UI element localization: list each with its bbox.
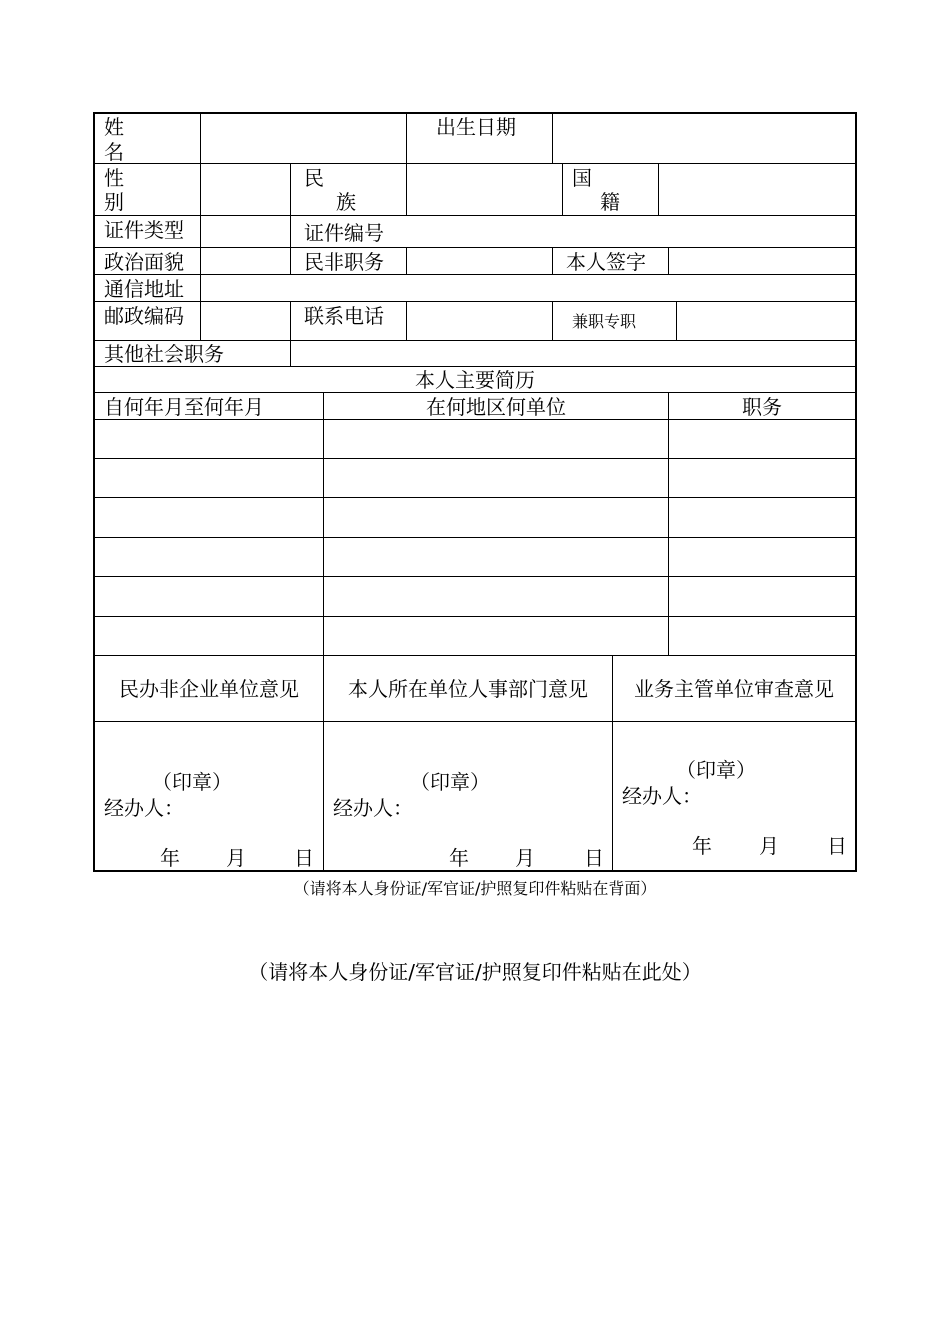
col-line bbox=[406, 113, 407, 215]
col-line bbox=[290, 301, 291, 366]
seal-label: （印章） bbox=[152, 770, 232, 794]
back-paste-note: （请将本人身份证/军官证/护照复印件粘贴在背面） bbox=[293, 879, 657, 898]
seal-label: （印章） bbox=[410, 770, 490, 794]
label-gender-2: 别 bbox=[104, 190, 124, 214]
row-line bbox=[94, 576, 856, 577]
col-line bbox=[676, 301, 677, 340]
col-line bbox=[552, 247, 553, 274]
label-nationality-1: 国 bbox=[572, 166, 592, 190]
row-line bbox=[94, 497, 856, 498]
handler-label: 经办人： bbox=[622, 784, 702, 808]
row-line bbox=[94, 458, 856, 459]
col-line bbox=[552, 113, 553, 163]
row-line bbox=[94, 163, 856, 164]
handler-label: 经办人： bbox=[104, 796, 184, 820]
label-other-social-position: 其他社会职务 bbox=[104, 342, 224, 366]
year-label: 年 bbox=[160, 846, 180, 870]
label-id-number: 证件编号 bbox=[304, 221, 384, 245]
col-line bbox=[406, 301, 407, 340]
col-line bbox=[323, 655, 324, 871]
label-birth-date: 出生日期 bbox=[436, 115, 516, 139]
col-line bbox=[612, 655, 613, 871]
row-line bbox=[94, 655, 856, 656]
label-minfei-position: 民非职务 bbox=[304, 250, 384, 274]
label-phone: 联系电话 bbox=[304, 304, 384, 328]
label-postal-code: 邮政编码 bbox=[104, 304, 184, 328]
label-name-1: 姓 bbox=[104, 115, 124, 139]
row-line bbox=[94, 419, 856, 420]
row-line bbox=[94, 274, 856, 275]
label-id-type: 证件类型 bbox=[104, 218, 184, 242]
seal-label: （印章） bbox=[676, 758, 756, 782]
col-line bbox=[562, 163, 563, 215]
opinion-header-supervisor: 业务主管单位审查意见 bbox=[634, 677, 834, 701]
month-label: 月 bbox=[226, 846, 246, 870]
year-label: 年 bbox=[692, 834, 712, 858]
label-parttime-fulltime: 兼职专职 bbox=[572, 312, 637, 331]
col-line bbox=[200, 113, 201, 163]
row-line bbox=[94, 537, 856, 538]
row-line bbox=[94, 721, 856, 722]
day-label: 日 bbox=[294, 846, 314, 870]
row-line bbox=[94, 215, 856, 216]
col-line bbox=[658, 163, 659, 215]
row-line bbox=[94, 366, 856, 367]
label-gender-1: 性 bbox=[104, 166, 124, 190]
day-label: 日 bbox=[584, 846, 604, 870]
row-line bbox=[94, 392, 856, 393]
label-political-status: 政治面貌 bbox=[104, 250, 184, 274]
col-line bbox=[552, 301, 553, 340]
label-name-2: 名 bbox=[104, 140, 124, 164]
col-line bbox=[323, 392, 324, 655]
handler-label: 经办人： bbox=[333, 796, 413, 820]
day-label: 日 bbox=[827, 834, 847, 858]
col-line bbox=[406, 247, 407, 274]
label-nationality-2: 籍 bbox=[600, 190, 620, 214]
row-line bbox=[94, 616, 856, 617]
paste-here-note: （请将本人身份证/军官证/护照复印件粘贴在此处） bbox=[248, 960, 702, 984]
label-address: 通信地址 bbox=[104, 277, 184, 301]
label-signature: 本人签字 bbox=[566, 250, 646, 274]
row-line bbox=[94, 301, 856, 302]
col-header-unit: 在何地区何单位 bbox=[426, 395, 566, 419]
year-label: 年 bbox=[449, 846, 469, 870]
col-header-period: 自何年月至何年月 bbox=[104, 395, 264, 419]
col-line bbox=[668, 247, 669, 274]
col-header-position: 职务 bbox=[742, 395, 782, 419]
col-line bbox=[200, 163, 201, 340]
opinion-header-hr: 本人所在单位人事部门意见 bbox=[348, 677, 588, 701]
month-label: 月 bbox=[515, 846, 535, 870]
col-line bbox=[668, 392, 669, 655]
opinion-header-minfei: 民办非企业单位意见 bbox=[119, 677, 299, 701]
resume-title: 本人主要简历 bbox=[415, 368, 535, 392]
label-ethnicity-1: 民 bbox=[304, 166, 324, 190]
label-ethnicity-2: 族 bbox=[336, 190, 356, 214]
month-label: 月 bbox=[759, 834, 779, 858]
row-line bbox=[94, 340, 856, 341]
col-line bbox=[290, 163, 291, 274]
row-line bbox=[94, 247, 856, 248]
